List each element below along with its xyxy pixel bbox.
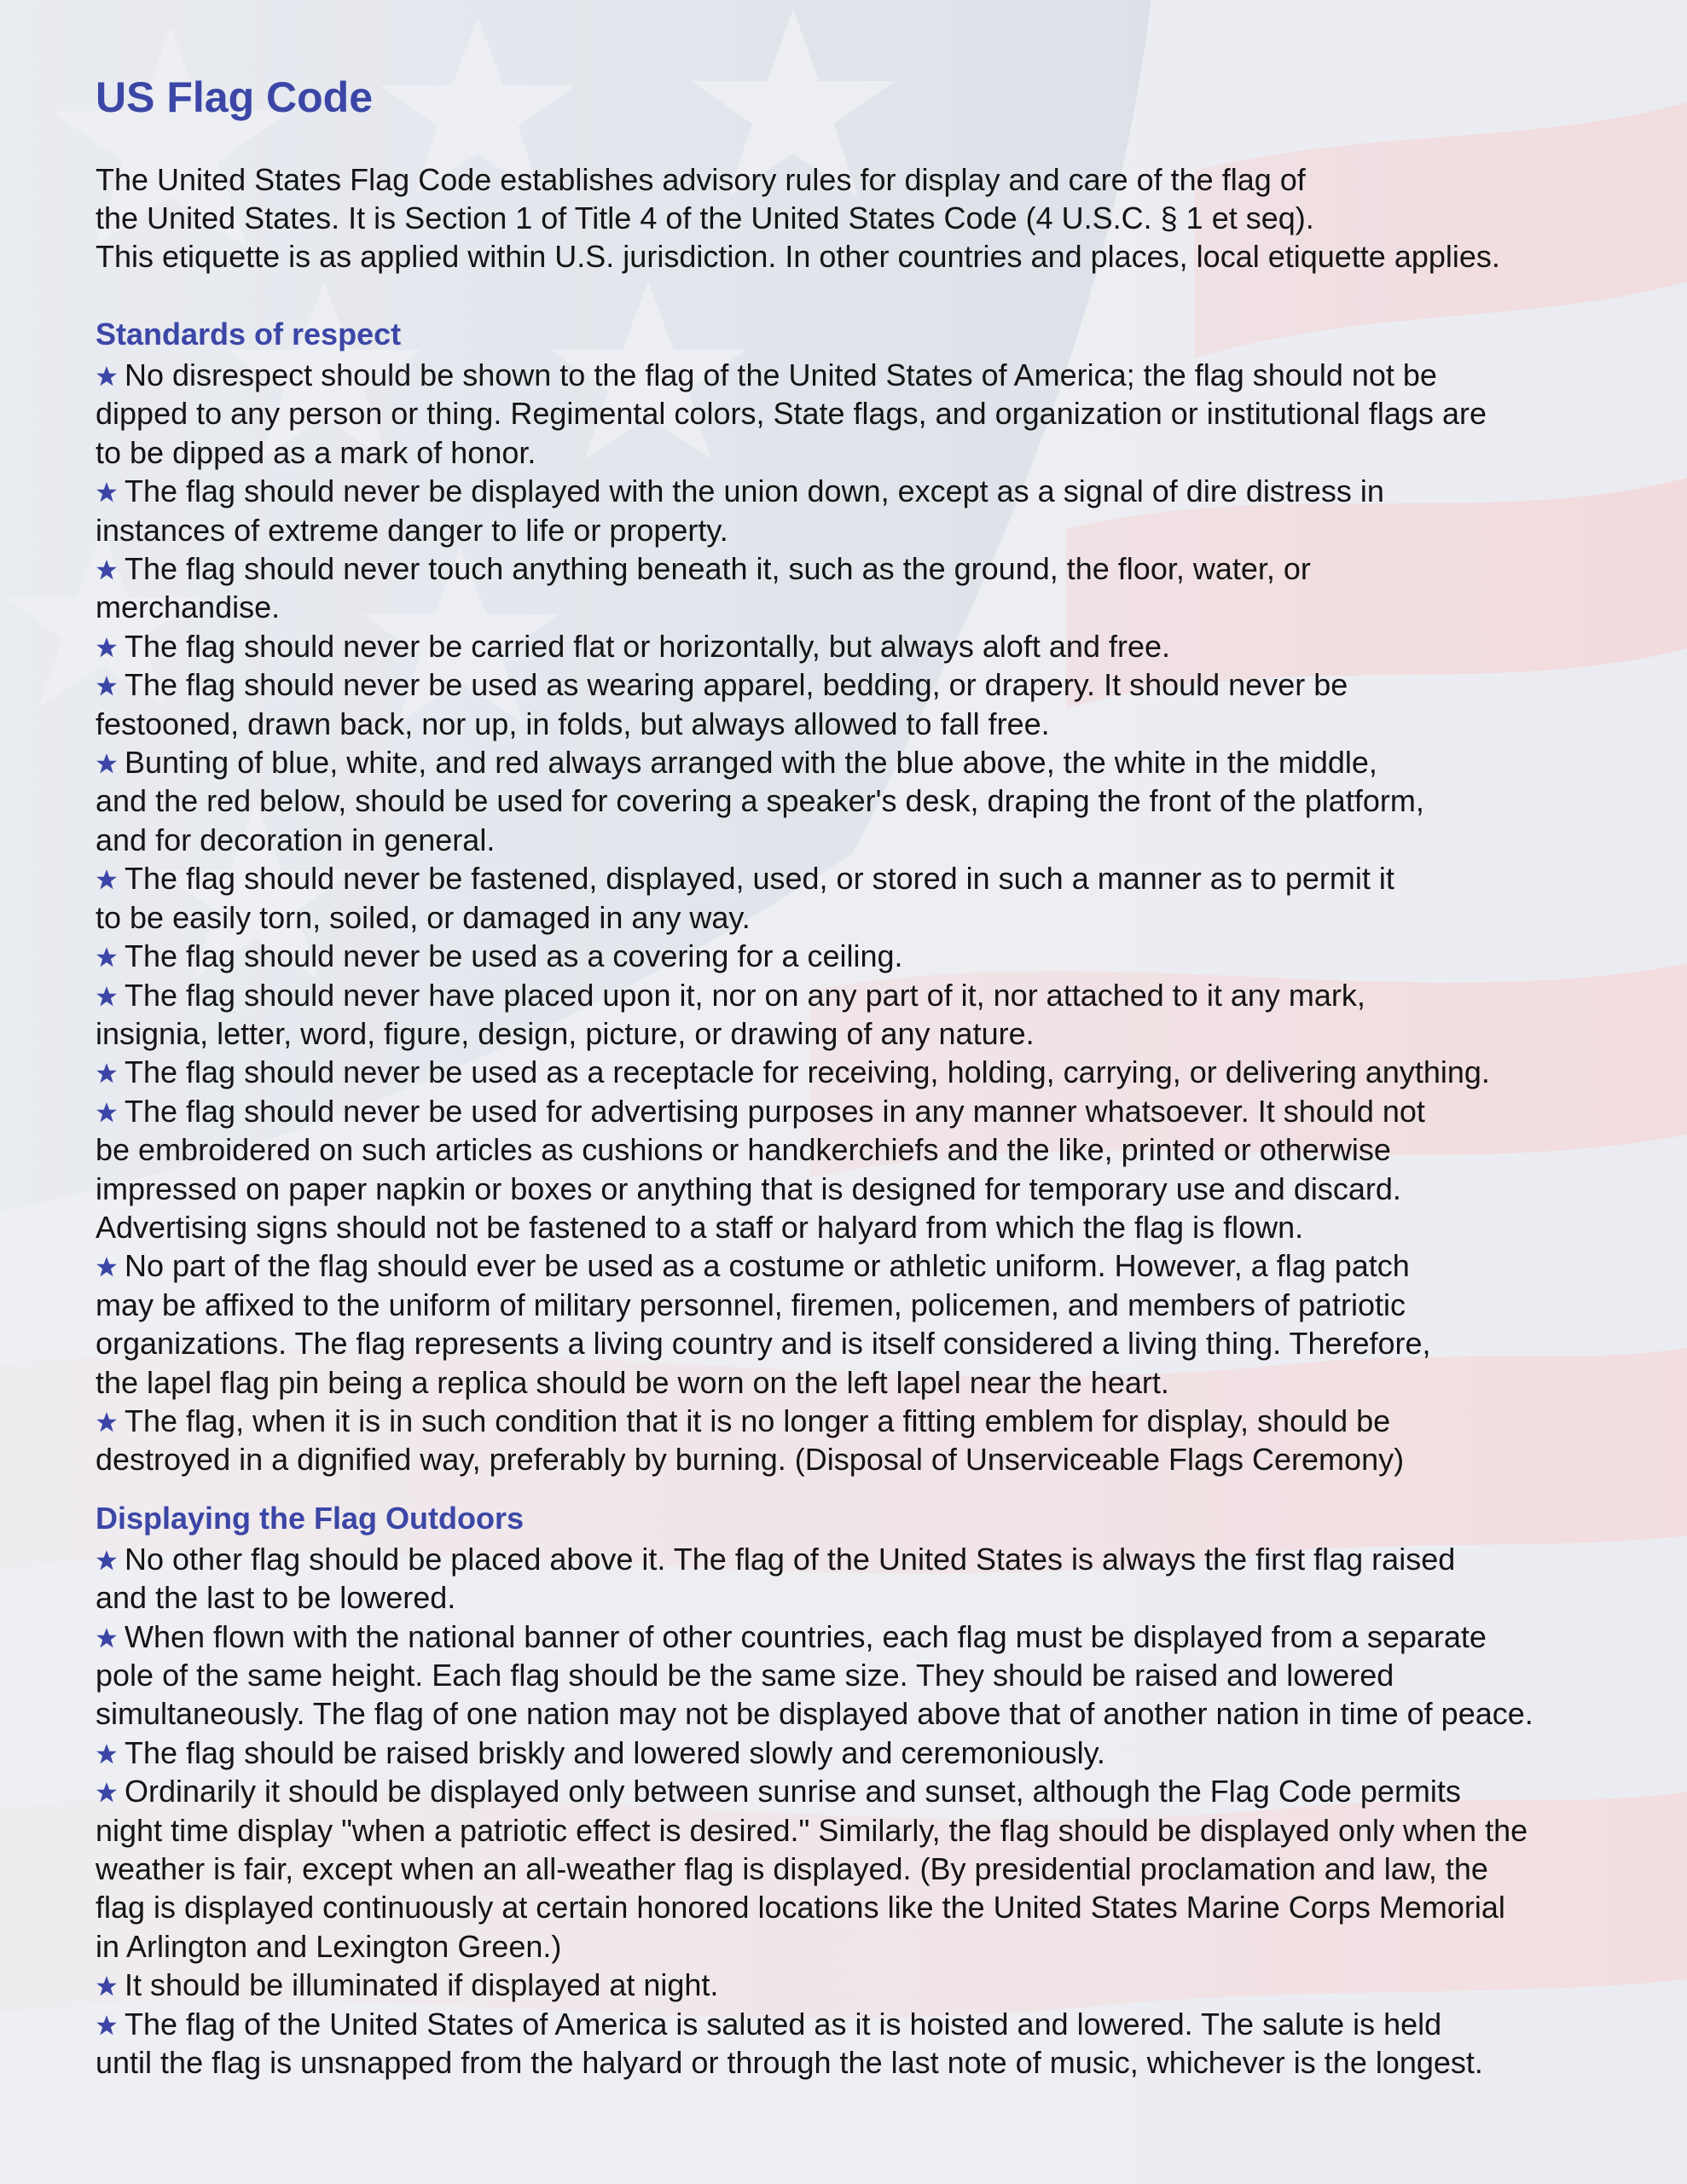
displaying-outdoors-list	[96, 1540, 1656, 2082]
list-item	[96, 1092, 1656, 1247]
list-item	[96, 1402, 1656, 1479]
list-item-text: The flag should never be used as a receptacle for receiving, holding, carrying, or delivering anything.	[125, 1054, 1490, 1090]
list-item-line	[96, 665, 1656, 704]
list-item	[96, 472, 1656, 549]
list-item-line	[96, 976, 1656, 1014]
star-icon	[96, 365, 118, 387]
star-icon	[96, 675, 118, 697]
list-item	[96, 627, 1656, 665]
list-item-text: may be affixed to the uniform of military personnel, firemen, policemen, and members of patriotic	[96, 1287, 1406, 1322]
list-item	[96, 1053, 1656, 1091]
list-item-line	[96, 1170, 1656, 1208]
list-item-line	[96, 1286, 1656, 1324]
list-item-line	[96, 781, 1656, 820]
list-item-text: in Arlington and Lexington Green.)	[96, 1928, 562, 1964]
list-item-text: merchandise.	[96, 590, 281, 625]
list-item	[96, 549, 1656, 627]
list-item-text: It should be illuminated if displayed at night.	[125, 1967, 719, 2003]
star-icon	[96, 985, 118, 1008]
star-icon	[96, 636, 118, 659]
list-item-line	[96, 1772, 1656, 1810]
list-item-line	[96, 549, 1656, 588]
list-item-text: No other flag should be placed above it. The flag of the United States is always the first flag raised	[125, 1541, 1456, 1577]
list-item-text: The flag should never have placed upon it, nor on any part of it, nor attached to it any mark,	[125, 977, 1365, 1013]
list-item-text: The flag of the United States of America is saluted as it is hoisted and lowered. The salute is held	[125, 2006, 1442, 2042]
list-item-line	[96, 1578, 1656, 1617]
list-item	[96, 1772, 1656, 1966]
list-item-text: Advertising signs should not be fastened to a staff or halyard from which the flag is flown.	[96, 1209, 1304, 1245]
list-item-text: The flag, when it is in such condition that it is no longer a fitting emblem for display, should be	[125, 1403, 1391, 1438]
list-item-line	[96, 1694, 1656, 1733]
list-item-line	[96, 1324, 1656, 1362]
list-item-text: weather is fair, except when an all-weather flag is displayed. (By presidential proclamation and law, the	[96, 1851, 1488, 1887]
list-item	[96, 1246, 1656, 1402]
intro-paragraph	[96, 160, 1656, 276]
standards-of-respect-list	[96, 356, 1656, 1479]
list-item-text: flag is displayed continuously at certain honored locations like the United States Marine Corps Memorial	[96, 1890, 1505, 1926]
list-item-text: simultaneously. The flag of one nation may not be displayed above that of another nation in time of peace.	[96, 1696, 1533, 1732]
list-item-text: until the flag is unsnapped from the halyard or through the last note of music, whichever is the longest.	[96, 2045, 1483, 2081]
list-item-line	[96, 1402, 1656, 1440]
list-item-line	[96, 2005, 1656, 2043]
list-item	[96, 976, 1656, 1054]
list-item-line	[96, 1966, 1656, 2004]
list-item-line	[96, 356, 1656, 394]
list-item-line	[96, 859, 1656, 897]
list-item	[96, 743, 1656, 859]
list-item-text: dipped to any person or thing. Regimental colors, State flags, and organization or institutional flags are	[96, 396, 1487, 432]
list-item-line	[96, 937, 1656, 975]
list-item-line	[96, 1363, 1656, 1402]
list-item-line	[96, 1130, 1656, 1169]
list-item	[96, 665, 1656, 743]
list-item-line	[96, 1811, 1656, 1850]
list-item-text: instances of extreme danger to life or property.	[96, 512, 728, 548]
list-item-line	[96, 898, 1656, 937]
star-icon	[96, 1256, 118, 1278]
list-item-line	[96, 1888, 1656, 1926]
list-item-line	[96, 705, 1656, 743]
star-icon	[96, 868, 118, 891]
list-item-text: be embroidered on such articles as cushions or handkerchiefs and the like, printed or otherwise	[96, 1132, 1391, 1168]
list-item-text: and for decoration in general.	[96, 822, 496, 857]
list-item-line	[96, 1246, 1656, 1285]
intro-line: the United States. It is Section 1 of Title 4 of the United States Code (4 U.S.C. § 1 et seq).	[96, 200, 1314, 235]
list-item-text: and the last to be lowered.	[96, 1580, 456, 1616]
list-item-text: insignia, letter, word, figure, design, picture, or drawing of any nature.	[96, 1015, 1035, 1051]
star-icon	[96, 1101, 118, 1124]
list-item-text: The flag should never be displayed with the union down, except as a signal of dire distress in	[125, 473, 1384, 509]
star-icon	[96, 1975, 118, 1997]
list-item-line	[96, 1092, 1656, 1130]
intro-line: This etiquette is as applied within U.S. jurisdiction. In other countries and places, local etiquette applies.	[96, 239, 1500, 274]
list-item-text: No disrespect should be shown to the flag of the United States of America; the flag should not be	[125, 357, 1437, 392]
list-item-text: destroyed in a dignified way, preferably by burning. (Disposal of Unserviceable Flags Ceremony)	[96, 1442, 1405, 1478]
list-item-text: The flag should never be used for advertising purposes in any manner whatsoever. It should not	[125, 1093, 1425, 1129]
document-body	[96, 70, 1656, 2082]
star-icon	[96, 1411, 118, 1433]
star-icon	[96, 559, 118, 581]
list-item	[96, 356, 1656, 472]
list-item-line	[96, 1053, 1656, 1091]
list-item-line	[96, 1540, 1656, 1578]
list-item	[96, 2005, 1656, 2082]
list-item-text: and the red below, should be used for covering a speaker's desk, draping the front of the platform,	[96, 783, 1424, 819]
list-item-text: to be easily torn, soiled, or damaged in any way.	[96, 899, 751, 935]
list-item-text: the lapel flag pin being a replica should be worn on the left lapel near the heart.	[96, 1364, 1169, 1400]
list-item-line	[96, 1656, 1656, 1694]
star-icon	[96, 1549, 118, 1571]
list-item-text: When flown with the national banner of other countries, each flag must be displayed from a separate	[125, 1618, 1487, 1654]
list-item-text: The flag should never be used as a covering for a ceiling.	[125, 938, 903, 974]
list-item	[96, 1734, 1656, 1772]
list-item	[96, 937, 1656, 975]
page-title: US Flag Code	[96, 73, 374, 121]
list-item-line	[96, 1618, 1656, 1656]
list-item-text: impressed on paper napkin or boxes or anything that is designed for temporary use and discard.	[96, 1170, 1401, 1206]
star-icon	[96, 481, 118, 503]
list-item-text: festooned, drawn back, nor up, in folds, but always allowed to fall free.	[96, 706, 1050, 741]
list-item-text: night time display "when a patriotic effect is desired." Similarly, the flag should be displayed only when the	[96, 1812, 1528, 1848]
list-item-line	[96, 2043, 1656, 2082]
list-item-text: The flag should never be used as wearing apparel, bedding, or drapery. It should never be	[125, 667, 1348, 703]
list-item-line	[96, 433, 1656, 472]
list-item-line	[96, 588, 1656, 626]
list-item	[96, 859, 1656, 937]
list-item-line	[96, 627, 1656, 665]
list-item	[96, 1618, 1656, 1734]
list-item-line	[96, 394, 1656, 433]
star-icon	[96, 1781, 118, 1804]
list-item-line	[96, 1850, 1656, 1888]
star-icon	[96, 1743, 118, 1765]
list-item-line	[96, 1927, 1656, 1966]
star-icon	[96, 1627, 118, 1649]
list-item-line	[96, 1734, 1656, 1772]
list-item-text: pole of the same height. Each flag should be the same size. They should be raised and lowered	[96, 1658, 1394, 1693]
list-item-text: The flag should be raised briskly and lowered slowly and ceremoniously.	[125, 1734, 1105, 1770]
star-icon	[96, 752, 118, 775]
list-item-line	[96, 472, 1656, 510]
list-item-text: No part of the flag should ever be used as a costume or athletic uniform. However, a flag patch	[125, 1248, 1410, 1284]
list-item-line	[96, 511, 1656, 549]
list-item-text: The flag should never touch anything beneath it, such as the ground, the floor, water, or	[125, 551, 1311, 587]
star-icon	[96, 1062, 118, 1084]
list-item-text: to be dipped as a mark of honor.	[96, 434, 536, 470]
list-item-line	[96, 1208, 1656, 1246]
list-item-line	[96, 1014, 1656, 1053]
section-heading-standards-of-respect: Standards of respect	[96, 317, 402, 351]
list-item-text: Bunting of blue, white, and red always arranged with the blue above, the white in the middle,	[125, 745, 1377, 781]
list-item	[96, 1540, 1656, 1618]
list-item-line	[96, 743, 1656, 781]
list-item-line	[96, 821, 1656, 859]
section-heading-displaying-outdoors: Displaying the Flag Outdoors	[96, 1500, 525, 1536]
star-icon	[96, 946, 118, 968]
list-item-text: The flag should never be carried flat or horizontally, but always aloft and free.	[125, 628, 1171, 664]
list-item-text: Ordinarily it should be displayed only between sunrise and sunset, although the Flag Code permits	[125, 1774, 1461, 1809]
list-item-text: organizations. The flag represents a living country and is itself considered a living thing. Therefore,	[96, 1326, 1431, 1362]
intro-line: The United States Flag Code establishes advisory rules for display and care of the flag of	[96, 162, 1306, 197]
list-item	[96, 1966, 1656, 2004]
star-icon	[96, 2014, 118, 2036]
list-item-line	[96, 1440, 1656, 1478]
list-item-text: The flag should never be fastened, displayed, used, or stored in such a manner as to permit it	[125, 861, 1394, 897]
